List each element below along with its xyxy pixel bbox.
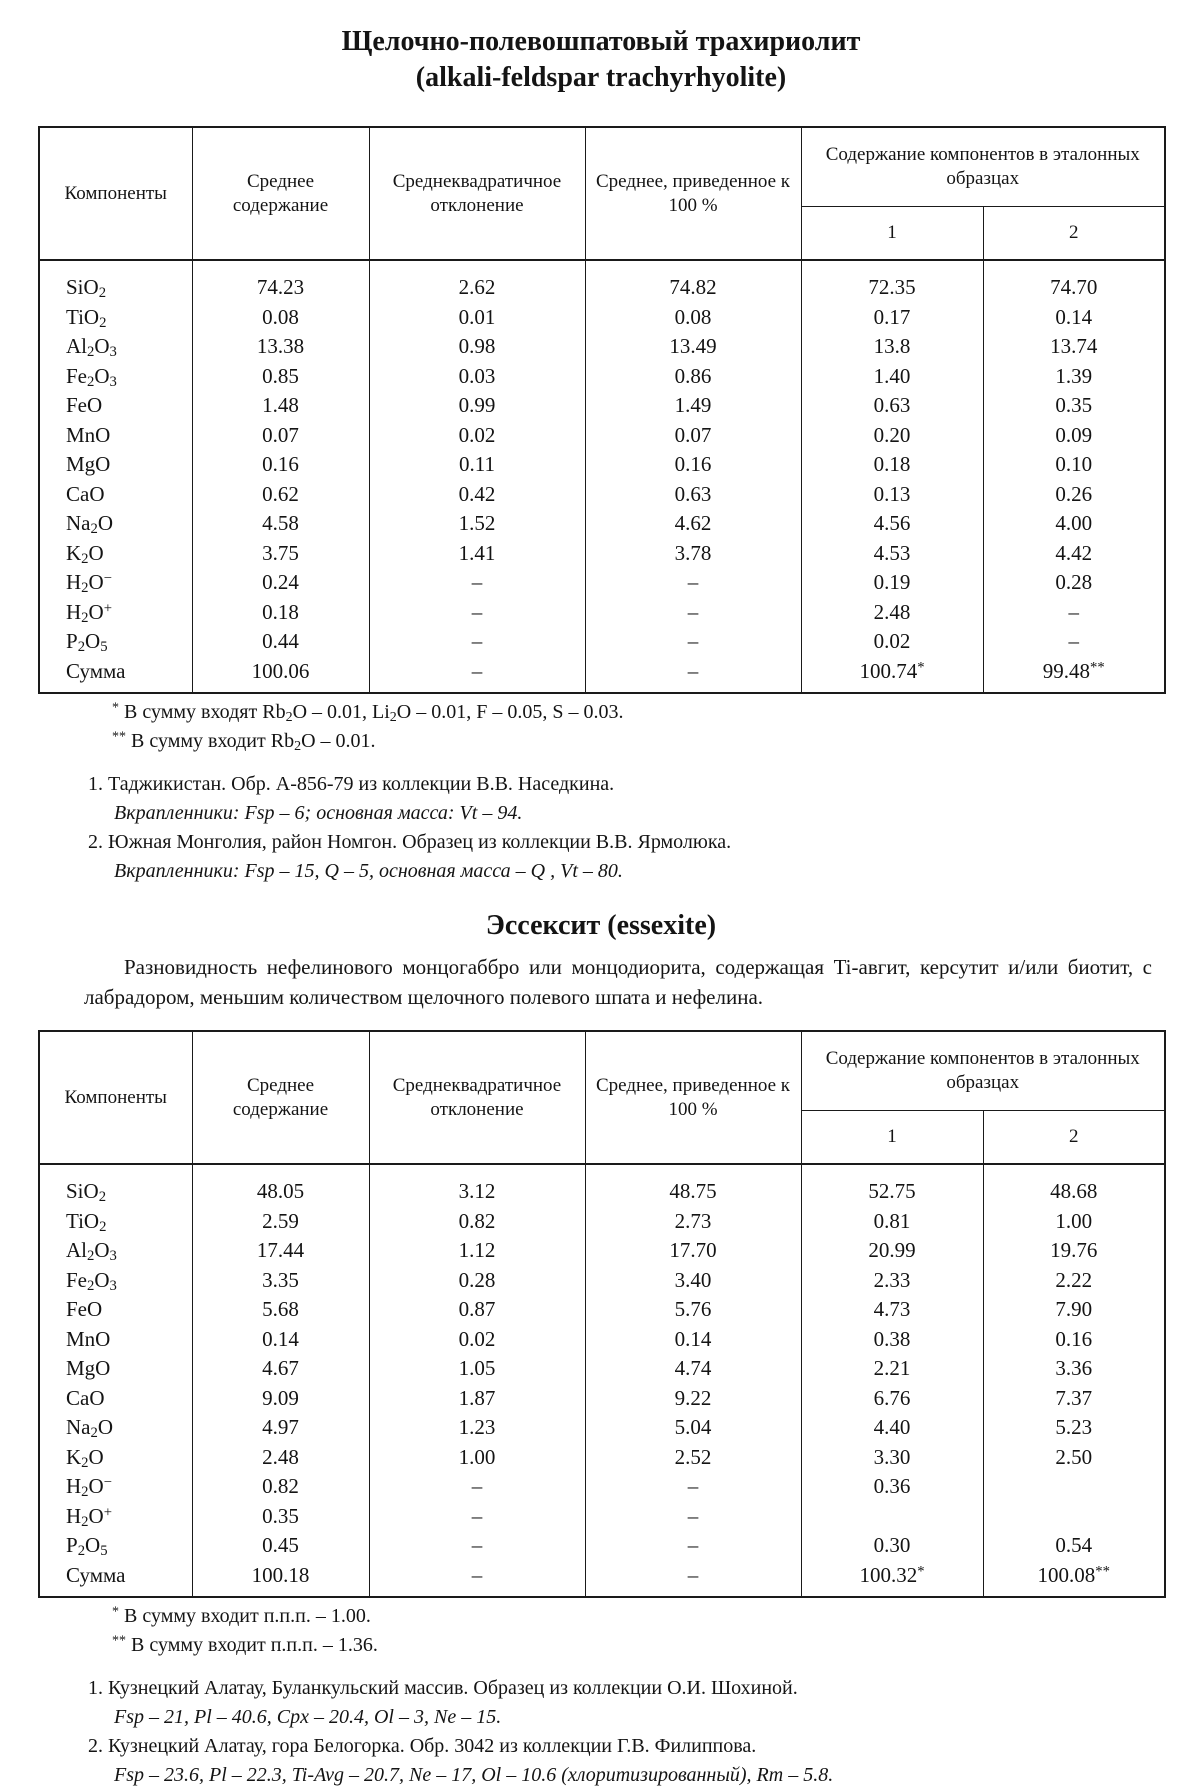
header-normalized: Среднее, приведенное к 100 % <box>585 1031 801 1164</box>
cell-normalized: 5.04 <box>585 1413 801 1443</box>
cell-mean: 0.14 <box>192 1325 369 1355</box>
cell-ref1: 13.8 <box>801 332 983 362</box>
cell-normalized: 4.74 <box>585 1354 801 1384</box>
section2-intro: Разновидность нефелинового монцогаббро или монцодиорита, содержащая Ti-авгит, керсутит и/или биотит, с лабрадором, меньшим количеством щелочного полевого шпата и нефелина. <box>84 955 1152 1009</box>
cell-ref2: 4.42 <box>983 539 1165 569</box>
cell-std: 1.41 <box>369 539 585 569</box>
table-row <box>39 1236 1165 1266</box>
header-std: Среднеквадратичное отклонение <box>369 1031 585 1164</box>
table-row <box>39 450 1165 480</box>
cell-ref1: 72.35 <box>801 260 983 303</box>
cell-mean: 1.48 <box>192 391 369 421</box>
cell-ref2: 7.90 <box>983 1295 1165 1325</box>
cell-ref2: 99.48** <box>983 657 1165 694</box>
cell-normalized: 0.16 <box>585 450 801 480</box>
section2-sample1-line1: 1. Кузнецкий Алатау, Буланкульский массив. Образец из коллекции О.И. Шохиной. <box>88 1677 798 1699</box>
cell-std: 0.98 <box>369 332 585 362</box>
cell-ref2: 13.74 <box>983 332 1165 362</box>
component-name: $Al_2O_3$ <box>39 332 192 362</box>
cell-mean: 9.09 <box>192 1384 369 1414</box>
cell-std: 0.87 <box>369 1295 585 1325</box>
header-ref2: 2 <box>983 1111 1165 1165</box>
section2-footnote1: * В сумму входит п.п.п. – 1.00. <box>112 1604 371 1627</box>
header-normalized: Среднее, приведенное к 100 % <box>585 127 801 260</box>
cell-std: – <box>369 1531 585 1561</box>
cell-mean: 5.68 <box>192 1295 369 1325</box>
cell-ref1 <box>801 1502 983 1532</box>
cell-mean: 0.35 <box>192 1502 369 1532</box>
cell-ref1: 4.53 <box>801 539 983 569</box>
table-row <box>39 1413 1165 1443</box>
cell-ref2: 48.68 <box>983 1164 1165 1207</box>
cell-normalized: – <box>585 1561 801 1598</box>
cell-normalized: 74.82 <box>585 260 801 303</box>
cell-normalized: – <box>585 1472 801 1502</box>
cell-mean: 3.35 <box>192 1266 369 1296</box>
table-row <box>39 391 1165 421</box>
cell-mean: 0.62 <box>192 480 369 510</box>
section2-sample2-line1: 2. Кузнецкий Алатау, гора Белогорка. Обр. 3042 из коллекции Г.В. Филиппова. <box>88 1735 757 1757</box>
cell-ref1: 0.63 <box>801 391 983 421</box>
cell-ref1: 100.74* <box>801 657 983 694</box>
table-row <box>39 627 1165 657</box>
cell-mean: 4.58 <box>192 509 369 539</box>
cell-ref2: 0.10 <box>983 450 1165 480</box>
table-row <box>39 1266 1165 1296</box>
component-name: $Fe_2O_3$ <box>39 1266 192 1296</box>
section2-table-body <box>39 1164 1165 1597</box>
section1-samples <box>88 770 1164 886</box>
component-name: MgO <box>39 1354 192 1384</box>
cell-ref2: – <box>983 598 1165 628</box>
component-name: Сумма <box>39 1561 192 1598</box>
cell-ref1: 20.99 <box>801 1236 983 1266</box>
header-ref1: 1 <box>801 1111 983 1165</box>
component-name: $H_2O^-$ <box>39 1472 192 1502</box>
cell-ref2: 0.16 <box>983 1325 1165 1355</box>
cell-std: 1.87 <box>369 1384 585 1414</box>
cell-ref2: 0.09 <box>983 421 1165 451</box>
table-row <box>39 1354 1165 1384</box>
table-row <box>39 332 1165 362</box>
cell-ref1: 0.81 <box>801 1207 983 1237</box>
table-row <box>39 1561 1165 1598</box>
cell-ref2: 0.35 <box>983 391 1165 421</box>
cell-ref1: 0.13 <box>801 480 983 510</box>
cell-ref1: 1.40 <box>801 362 983 392</box>
section1-sample2-line2: Вкрапленники: Fsp – 15, Q – 5, основная масса – Q , Vt – 80. <box>114 860 623 882</box>
cell-ref1: 100.32* <box>801 1561 983 1598</box>
cell-std: 0.82 <box>369 1207 585 1237</box>
cell-std: 3.12 <box>369 1164 585 1207</box>
component-name: MnO <box>39 421 192 451</box>
cell-std: 0.01 <box>369 303 585 333</box>
section1-footnote1: * В сумму входят $Rb_2O - 0.01$, $Li_2O - 0.01$, F – 0.05, S – 0.03. <box>112 700 624 726</box>
cell-ref1: 0.30 <box>801 1531 983 1561</box>
cell-normalized: – <box>585 598 801 628</box>
component-name: CaO <box>39 1384 192 1414</box>
cell-ref2: 0.54 <box>983 1531 1165 1561</box>
section2-title: Эссексит (essexite) <box>485 910 717 941</box>
component-name: SiO$_2$ <box>39 260 192 303</box>
cell-ref1: 2.48 <box>801 598 983 628</box>
component-name: $Na_2O$ <box>39 1413 192 1443</box>
cell-ref1: 4.56 <box>801 509 983 539</box>
cell-std: 0.42 <box>369 480 585 510</box>
cell-std: – <box>369 657 585 694</box>
cell-normalized: – <box>585 627 801 657</box>
cell-normalized: 5.76 <box>585 1295 801 1325</box>
section1-sample1-line1: 1. Таджикистан. Обр. А-856-79 из коллекции В.В. Наседкина. <box>88 773 615 795</box>
header-ref1: 1 <box>801 207 983 261</box>
component-name: TiO$_2$ <box>39 303 192 333</box>
cell-normalized: 9.22 <box>585 1384 801 1414</box>
component-name: $H_2O^-$ <box>39 568 192 598</box>
cell-mean: 100.18 <box>192 1561 369 1598</box>
cell-mean: 0.18 <box>192 598 369 628</box>
component-name: SiO$_2$ <box>39 1164 192 1207</box>
table-row <box>39 1443 1165 1473</box>
cell-normalized: 0.86 <box>585 362 801 392</box>
cell-normalized: 0.07 <box>585 421 801 451</box>
cell-mean: 0.85 <box>192 362 369 392</box>
component-name: Сумма <box>39 657 192 694</box>
table-row <box>39 598 1165 628</box>
component-name: $P_2O_5$ <box>39 1531 192 1561</box>
cell-normalized: 17.70 <box>585 1236 801 1266</box>
cell-mean: 48.05 <box>192 1164 369 1207</box>
component-name: $Al_2O_3$ <box>39 1236 192 1266</box>
header-mean: Среднее содержание <box>192 1031 369 1164</box>
cell-ref1: 2.21 <box>801 1354 983 1384</box>
cell-std: 2.62 <box>369 260 585 303</box>
header-reference: Содержание компонентов в эталонных образцах <box>801 1031 1165 1111</box>
cell-mean: 100.06 <box>192 657 369 694</box>
cell-normalized: 0.08 <box>585 303 801 333</box>
section2-sample2-line2: Fsp – 23.6, Pl – 22.3, Ti-Avg – 20.7, Ne – 17, Ol – 10.6 (хлоритизированный), Rm – 5.8. <box>114 1764 834 1786</box>
cell-mean: 0.08 <box>192 303 369 333</box>
cell-ref2: 0.14 <box>983 303 1165 333</box>
component-name: CaO <box>39 480 192 510</box>
component-name: $K_2O$ <box>39 1443 192 1473</box>
cell-ref2: 7.37 <box>983 1384 1165 1414</box>
cell-std: 1.23 <box>369 1413 585 1443</box>
cell-ref1: 0.20 <box>801 421 983 451</box>
cell-normalized: 3.40 <box>585 1266 801 1296</box>
cell-ref2: 1.39 <box>983 362 1165 392</box>
component-name: MnO <box>39 1325 192 1355</box>
table-row <box>39 303 1165 333</box>
cell-ref2: 19.76 <box>983 1236 1165 1266</box>
cell-std: – <box>369 1472 585 1502</box>
component-name: FeO <box>39 391 192 421</box>
cell-std: 1.12 <box>369 1236 585 1266</box>
cell-normalized: 4.62 <box>585 509 801 539</box>
cell-ref2: 1.00 <box>983 1207 1165 1237</box>
header-components: Компоненты <box>39 127 192 260</box>
cell-normalized: 13.49 <box>585 332 801 362</box>
component-name: $P_2O_5$ <box>39 627 192 657</box>
table-row <box>39 1531 1165 1561</box>
cell-ref2: 2.50 <box>983 1443 1165 1473</box>
section2-footnote2: ** В сумму входит п.п.п. – 1.36. <box>112 1633 378 1656</box>
cell-mean: 17.44 <box>192 1236 369 1266</box>
table-row <box>39 421 1165 451</box>
document-page <box>38 24 1164 1790</box>
cell-std: 1.00 <box>369 1443 585 1473</box>
cell-ref1: 0.19 <box>801 568 983 598</box>
table-row <box>39 362 1165 392</box>
component-name: $K_2O$ <box>39 539 192 569</box>
table-row <box>39 1502 1165 1532</box>
component-name: $Fe_2O_3$ <box>39 362 192 392</box>
cell-std: – <box>369 627 585 657</box>
cell-std: 0.02 <box>369 1325 585 1355</box>
cell-normalized: 0.63 <box>585 480 801 510</box>
cell-std: – <box>369 1561 585 1598</box>
table-row <box>39 1295 1165 1325</box>
header-mean: Среднее содержание <box>192 127 369 260</box>
component-name: TiO$_2$ <box>39 1207 192 1237</box>
cell-normalized: 0.14 <box>585 1325 801 1355</box>
cell-mean: 0.07 <box>192 421 369 451</box>
cell-mean: 2.48 <box>192 1443 369 1473</box>
section1-footnote2: ** В сумму входит $Rb_2O - 0.01$. <box>112 729 376 755</box>
cell-ref1: 4.73 <box>801 1295 983 1325</box>
cell-ref1: 4.40 <box>801 1413 983 1443</box>
header-components: Компоненты <box>39 1031 192 1164</box>
cell-mean: 3.75 <box>192 539 369 569</box>
table-row <box>39 539 1165 569</box>
cell-ref1: 0.38 <box>801 1325 983 1355</box>
table-row <box>39 480 1165 510</box>
section1-table-body <box>39 260 1165 693</box>
cell-std: 0.28 <box>369 1266 585 1296</box>
cell-ref2: 5.23 <box>983 1413 1165 1443</box>
cell-normalized: – <box>585 1502 801 1532</box>
cell-ref2: 2.22 <box>983 1266 1165 1296</box>
section1-title <box>38 24 1164 96</box>
table-row <box>39 260 1165 303</box>
table-row <box>39 1207 1165 1237</box>
header-reference: Содержание компонентов в эталонных образцах <box>801 127 1165 207</box>
cell-std: 0.11 <box>369 450 585 480</box>
table-row <box>39 657 1165 694</box>
component-name: $Na_2O$ <box>39 509 192 539</box>
table-row <box>39 1384 1165 1414</box>
cell-ref1: 0.02 <box>801 627 983 657</box>
cell-normalized: – <box>585 568 801 598</box>
cell-normalized: 2.52 <box>585 1443 801 1473</box>
cell-normalized: – <box>585 1531 801 1561</box>
cell-ref1: 2.33 <box>801 1266 983 1296</box>
cell-ref2: 100.08** <box>983 1561 1165 1598</box>
section2-table <box>38 1030 1166 1598</box>
cell-std: 0.03 <box>369 362 585 392</box>
cell-mean: 4.97 <box>192 1413 369 1443</box>
cell-normalized: 48.75 <box>585 1164 801 1207</box>
cell-mean: 0.16 <box>192 450 369 480</box>
cell-normalized: 2.73 <box>585 1207 801 1237</box>
cell-mean: 0.45 <box>192 1531 369 1561</box>
cell-ref1: 0.17 <box>801 303 983 333</box>
cell-std: – <box>369 598 585 628</box>
section1-sample2-line1: 2. Южная Монголия, район Номгон. Образец из коллекции В.В. Ярмолюка. <box>88 831 732 853</box>
cell-ref2: 0.26 <box>983 480 1165 510</box>
table-row <box>39 568 1165 598</box>
cell-mean: 74.23 <box>192 260 369 303</box>
cell-mean: 4.67 <box>192 1354 369 1384</box>
cell-ref1: 52.75 <box>801 1164 983 1207</box>
cell-std: 0.02 <box>369 421 585 451</box>
table-row <box>39 1325 1165 1355</box>
cell-ref1: 3.30 <box>801 1443 983 1473</box>
cell-ref2 <box>983 1472 1165 1502</box>
cell-std: 1.52 <box>369 509 585 539</box>
cell-mean: 13.38 <box>192 332 369 362</box>
cell-mean: 0.82 <box>192 1472 369 1502</box>
cell-std: 1.05 <box>369 1354 585 1384</box>
section1-title-line2: (alkali-feldspar trachyrhyolite) <box>415 62 787 93</box>
header-ref2: 2 <box>983 207 1165 261</box>
cell-ref2: 4.00 <box>983 509 1165 539</box>
cell-ref2: – <box>983 627 1165 657</box>
table-row <box>39 1472 1165 1502</box>
cell-std: – <box>369 1502 585 1532</box>
cell-ref2: 74.70 <box>983 260 1165 303</box>
cell-normalized: 3.78 <box>585 539 801 569</box>
section1-title-line1: Щелочно-полевошпатовый трахириолит <box>341 26 861 57</box>
section1-table <box>38 126 1166 694</box>
section2-samples <box>88 1674 1164 1790</box>
cell-std: 0.99 <box>369 391 585 421</box>
cell-mean: 2.59 <box>192 1207 369 1237</box>
section1-sample1-line2: Вкрапленники: Fsp – 6; основная масса: Vt – 94. <box>114 802 523 824</box>
cell-std: – <box>369 568 585 598</box>
cell-ref2 <box>983 1502 1165 1532</box>
cell-normalized: 1.49 <box>585 391 801 421</box>
cell-ref2: 0.28 <box>983 568 1165 598</box>
cell-ref1: 0.18 <box>801 450 983 480</box>
component-name: $H_2O^+$ <box>39 598 192 628</box>
header-std: Среднеквадратичное отклонение <box>369 127 585 260</box>
component-name: MgO <box>39 450 192 480</box>
cell-ref1: 0.36 <box>801 1472 983 1502</box>
table-row <box>39 509 1165 539</box>
cell-mean: 0.24 <box>192 568 369 598</box>
component-name: $H_2O^+$ <box>39 1502 192 1532</box>
table-row <box>39 1164 1165 1207</box>
cell-ref2: 3.36 <box>983 1354 1165 1384</box>
component-name: FeO <box>39 1295 192 1325</box>
cell-ref1: 6.76 <box>801 1384 983 1414</box>
cell-normalized: – <box>585 657 801 694</box>
cell-mean: 0.44 <box>192 627 369 657</box>
section2-sample1-line2: Fsp – 21, Pl – 40.6, Cpx – 20.4, Ol – 3, Ne – 15. <box>114 1706 502 1728</box>
